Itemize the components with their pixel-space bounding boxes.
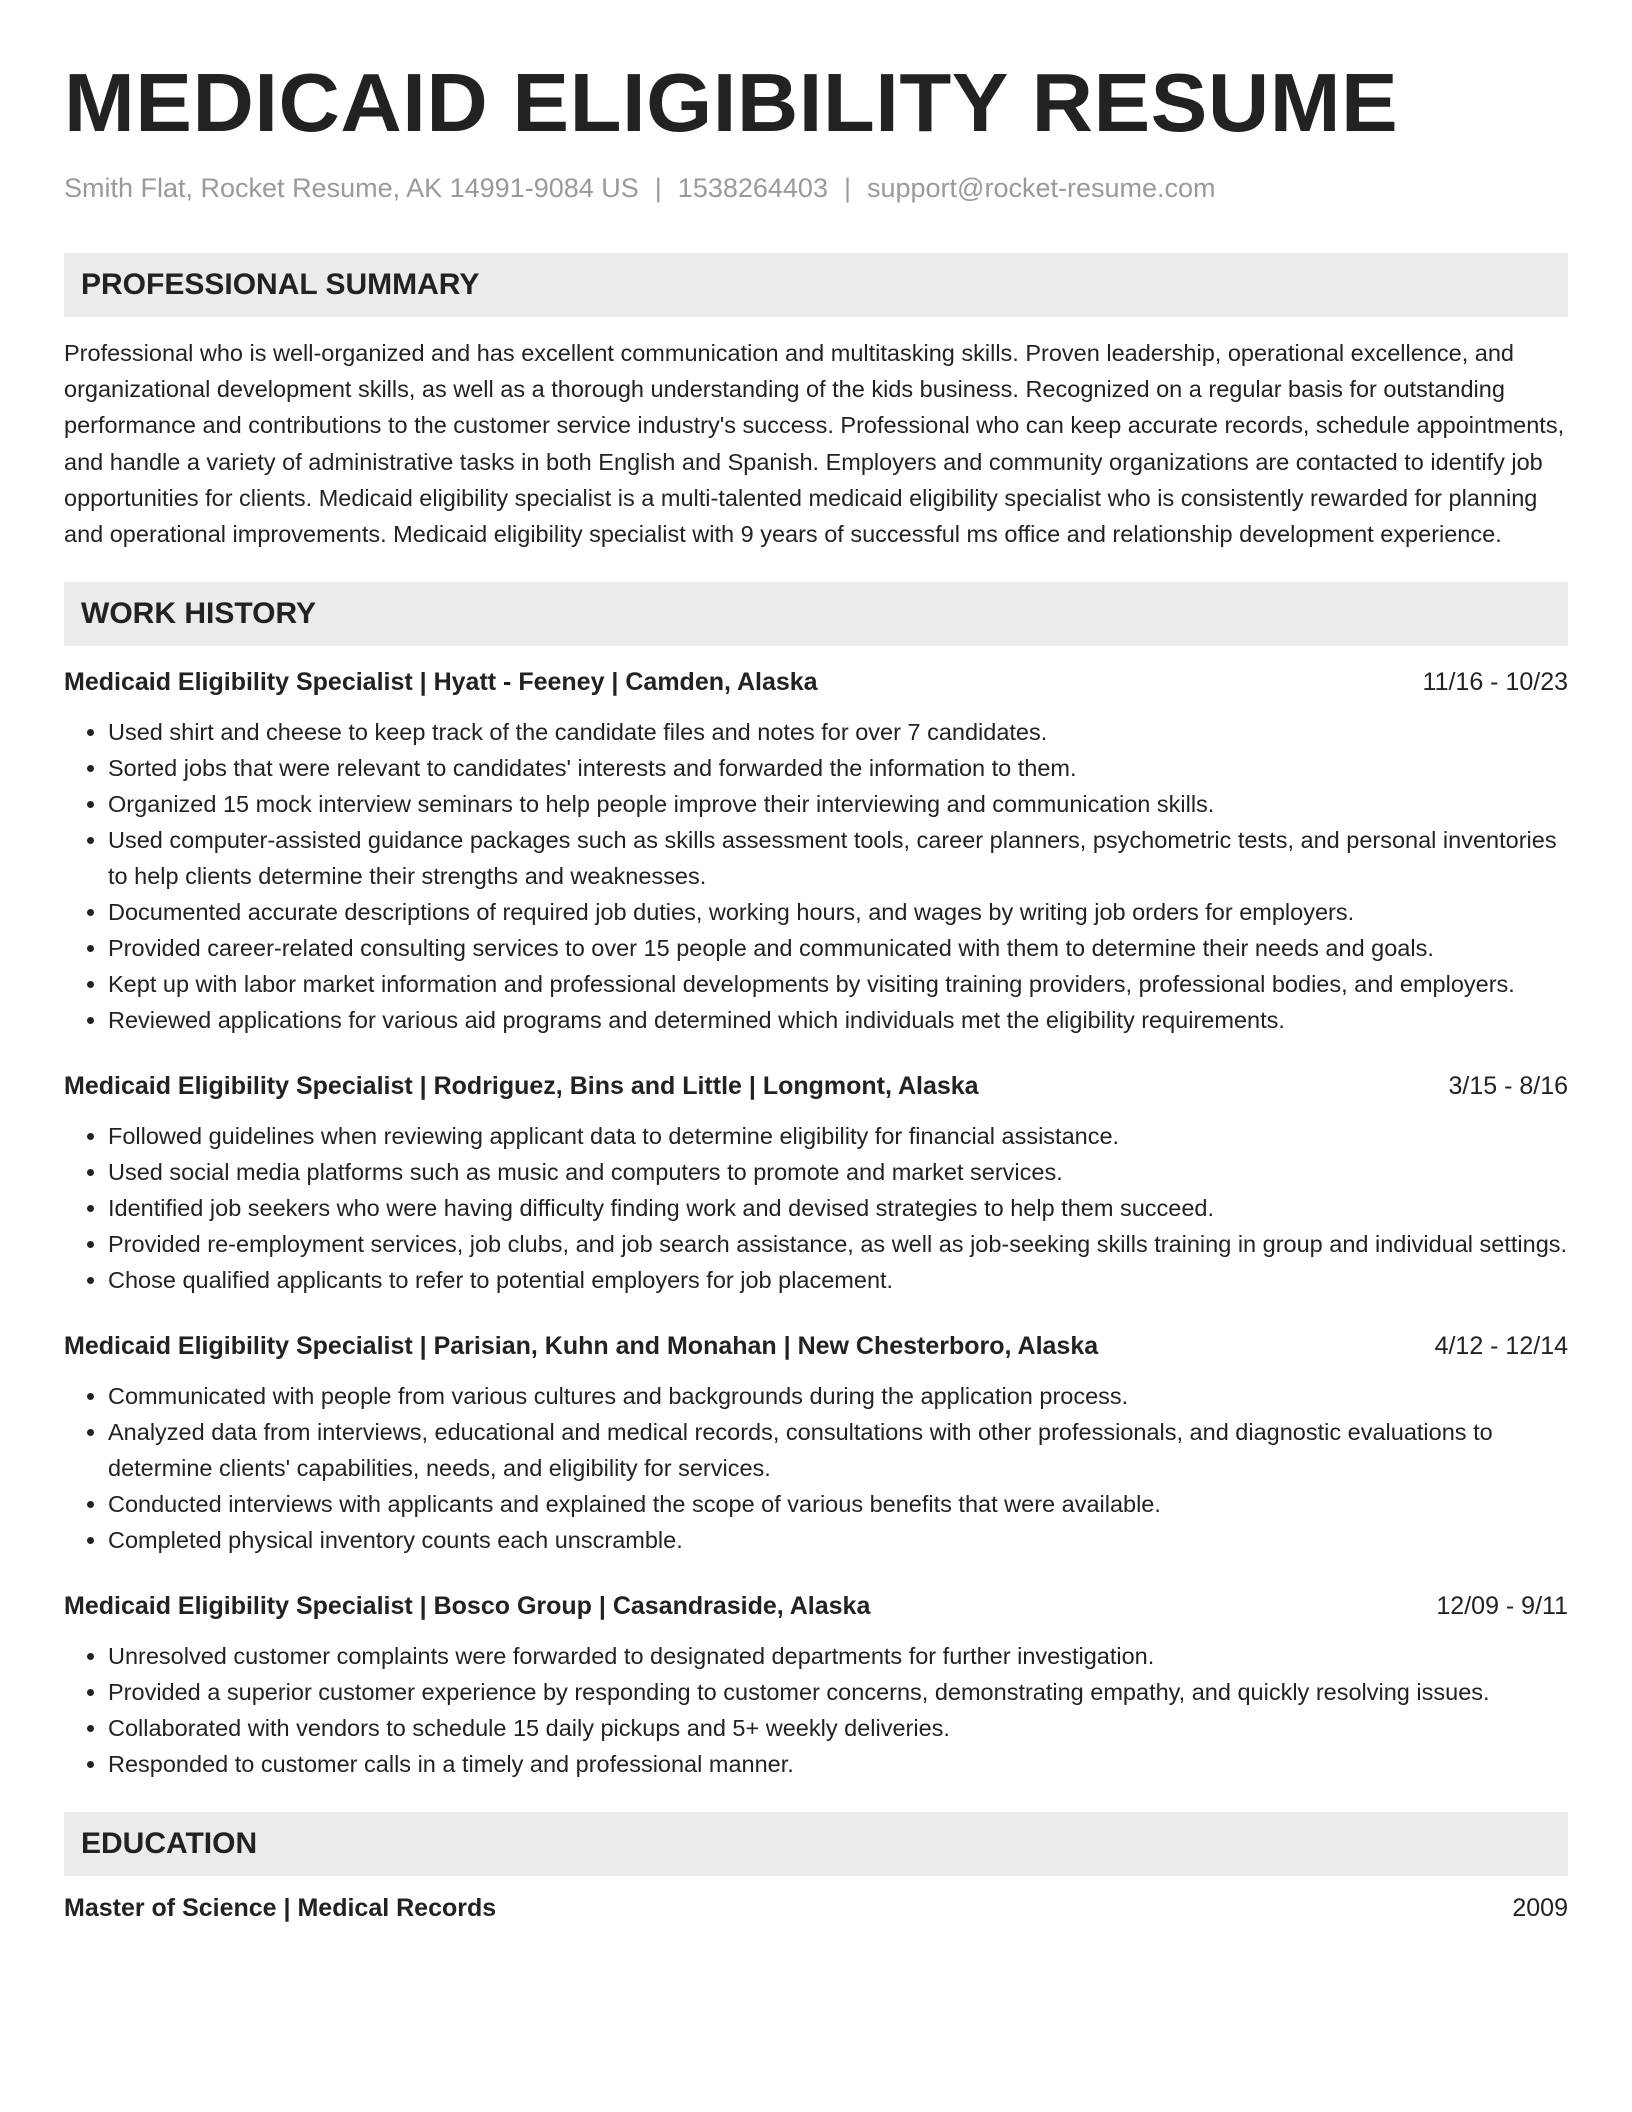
list-item: • Communicated with people from various cultures and backgrounds during the application process. bbox=[108, 1378, 1568, 1414]
list-item: • Sorted jobs that were relevant to candidates' interests and forwarded the information to them. bbox=[108, 750, 1568, 786]
list-item: • Used shirt and cheese to keep track of the candidate files and notes for over 7 candidates. bbox=[108, 714, 1568, 750]
job-entry bbox=[64, 664, 1568, 1038]
job-title: Medicaid Eligibility Specialist | Parisian, Kuhn and Monahan | New Chesterboro, Alaska bbox=[64, 1332, 1099, 1361]
contact-email: support@rocket-resume.com bbox=[866, 173, 1216, 203]
job-bullets bbox=[64, 1638, 1568, 1782]
job-title: Medicaid Eligibility Specialist | Hyatt - Feeney | Camden, Alaska bbox=[64, 668, 818, 697]
job-dates: 4/12 - 12/14 bbox=[1434, 1332, 1568, 1361]
list-item: • Kept up with labor market information and professional developments by visiting training providers, professional bodies, and employers. bbox=[108, 966, 1568, 1002]
list-item: • Identified job seekers who were having difficulty finding work and devised strategies to help them succeed. bbox=[108, 1190, 1568, 1226]
section-header-education: EDUCATION bbox=[64, 1812, 1568, 1876]
job-title-row bbox=[64, 1588, 1568, 1624]
list-item: • Unresolved customer complaints were forwarded to designated departments for further investigation. bbox=[108, 1638, 1568, 1674]
job-bullets bbox=[64, 714, 1568, 1038]
list-item: • Collaborated with vendors to schedule 15 daily pickups and 5+ weekly deliveries. bbox=[108, 1710, 1568, 1746]
job-title: Medicaid Eligibility Specialist | Bosco Group | Casandraside, Alaska bbox=[64, 1592, 871, 1621]
list-item: • Followed guidelines when reviewing applicant data to determine eligibility for financial assistance. bbox=[108, 1118, 1568, 1154]
contact-separator: | bbox=[654, 173, 662, 203]
contact-address: Smith Flat, Rocket Resume, AK 14991-9084 US bbox=[64, 173, 639, 203]
job-entry bbox=[64, 1068, 1568, 1298]
contact-separator: | bbox=[843, 173, 851, 203]
job-entry bbox=[64, 1328, 1568, 1558]
job-dates: 3/15 - 8/16 bbox=[1448, 1072, 1568, 1101]
list-item: • Chose qualified applicants to refer to potential employers for job placement. bbox=[108, 1262, 1568, 1298]
summary-text: Professional who is well-organized and has excellent communication and multitasking skills. Proven leadership, operational excellence, and organizational development skills, as well as a thorough understanding of the kids business. Recognized on a regular basis for outstanding performance and contributions to the customer service industry's success. Professional who can keep accurate records, schedule appointments, and handle a variety of administrative tasks in both English and Spanish. Employers and community organizations are contacted to identify job opportunities for clients. Medicaid eligibility specialist is a multi-talented medicaid eligibility specialist who is consistently rewarded for planning and operational improvements. Medicaid eligibility specialist with 9 years of successful ms office and relationship development experience. bbox=[64, 340, 1565, 548]
job-dates: 11/16 - 10/23 bbox=[1422, 668, 1568, 697]
job-title-row bbox=[64, 1328, 1568, 1364]
education-year: 2009 bbox=[1512, 1894, 1568, 1923]
list-item: • Analyzed data from interviews, educational and medical records, consultations with other professionals, and diagnostic evaluations to determine clients' capabilities, needs, and eligibility for services. bbox=[108, 1414, 1568, 1486]
job-title-row bbox=[64, 1068, 1568, 1104]
list-item: • Documented accurate descriptions of required job duties, working hours, and wages by writing job orders for employers. bbox=[108, 894, 1568, 930]
list-item: • Completed physical inventory counts each unscramble. bbox=[108, 1522, 1568, 1558]
job-title: Medicaid Eligibility Specialist | Rodriguez, Bins and Little | Longmont, Alaska bbox=[64, 1072, 979, 1101]
list-item: • Responded to customer calls in a timely and professional manner. bbox=[108, 1746, 1568, 1782]
resume-title: MEDICAID ELIGIBILITY RESUME bbox=[64, 57, 1399, 150]
education-degree: Master of Science | Medical Records bbox=[64, 1894, 497, 1923]
contact-line bbox=[64, 170, 1568, 206]
list-item: • Provided career-related consulting services to over 15 people and communicated with them to determine their needs and goals. bbox=[108, 930, 1568, 966]
job-bullets bbox=[64, 1118, 1568, 1298]
list-item: • Used social media platforms such as music and computers to promote and market services. bbox=[108, 1154, 1568, 1190]
section-header-work-history: WORK HISTORY bbox=[64, 582, 1568, 646]
contact-phone: 1538264403 bbox=[677, 173, 828, 203]
job-entry bbox=[64, 1588, 1568, 1782]
job-title-row bbox=[64, 664, 1568, 700]
education-entry bbox=[64, 1890, 1568, 1926]
job-dates: 12/09 - 9/11 bbox=[1436, 1592, 1568, 1621]
list-item: • Reviewed applications for various aid programs and determined which individuals met the eligibility requirements. bbox=[108, 1002, 1568, 1038]
section-header-summary: PROFESSIONAL SUMMARY bbox=[64, 253, 1568, 317]
job-bullets bbox=[64, 1378, 1568, 1558]
list-item: • Conducted interviews with applicants and explained the scope of various benefits that were available. bbox=[108, 1486, 1568, 1522]
list-item: • Used computer-assisted guidance packages such as skills assessment tools, career planners, psychometric tests, and personal inventories to help clients determine their strengths and weaknesses. bbox=[108, 822, 1568, 894]
list-item: • Organized 15 mock interview seminars to help people improve their interviewing and communication skills. bbox=[108, 786, 1568, 822]
list-item: • Provided a superior customer experience by responding to customer concerns, demonstrating empathy, and quickly resolving issues. bbox=[108, 1674, 1568, 1710]
list-item: • Provided re-employment services, job clubs, and job search assistance, as well as job-seeking skills training in group and individual settings. bbox=[108, 1226, 1568, 1262]
